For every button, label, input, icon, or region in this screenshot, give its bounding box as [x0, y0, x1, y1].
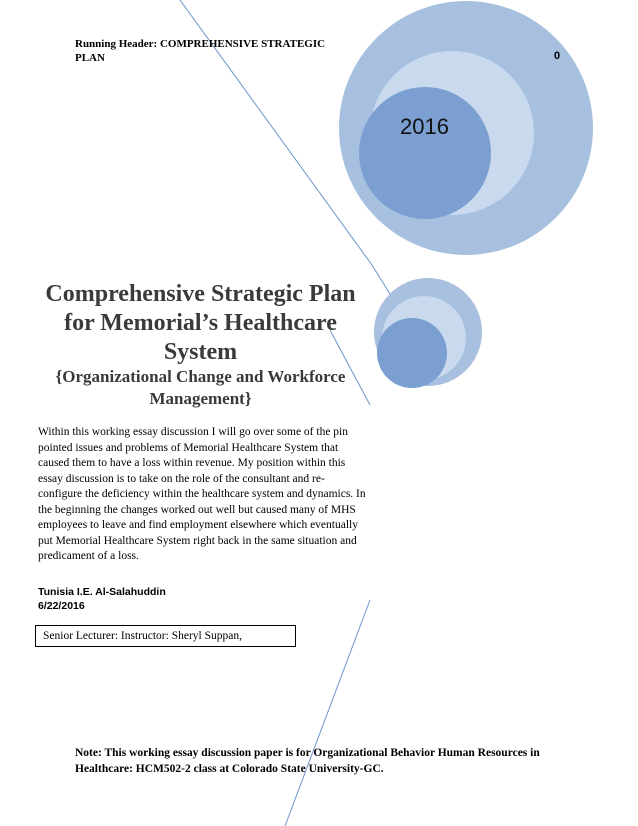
instructor-box: Senior Lecturer: Instructor: Sheryl Suppan, — [35, 625, 296, 647]
small-inner-circle — [377, 318, 447, 388]
cover-year: 2016 — [400, 114, 449, 139]
running-header: Running Header: COMPREHENSIVE STRATEGIC PLAN — [75, 38, 326, 64]
page-number: 0 — [554, 50, 561, 62]
footer-note: Note: This working essay discussion paper is for Organizational Behavior Human Resources in Healthcare: HCM502-2 class at Colorado State University-GC. — [75, 747, 540, 775]
large-inner-circle — [359, 87, 491, 219]
document-date: 6/22/2016 — [38, 600, 85, 612]
author-block — [38, 585, 166, 613]
abstract-text: Within this working essay discussion I will go over some of the pin pointed issues and problems of Memorial Healthcare System that caused them to have a loss within revenue. My position within this essay discussion is to take on the role of the consultant and re-configure the deficiency within the healthcare system and dynamics. In the beginning the changes worked out well but caused many of MHS employees to leave and find employment elsewhere which eventually put Memorial Healthcare System right back in the same situation and predicament of a loss. — [38, 426, 366, 562]
diagonal-line — [285, 600, 370, 826]
document-title: Comprehensive Strategic Plan for Memorial’s Healthcare System — [45, 281, 356, 365]
author-name: Tunisia I.E. Al-Salahuddin — [38, 586, 166, 598]
document-subtitle: {Organizational Change and Workforce Management} — [55, 367, 346, 408]
